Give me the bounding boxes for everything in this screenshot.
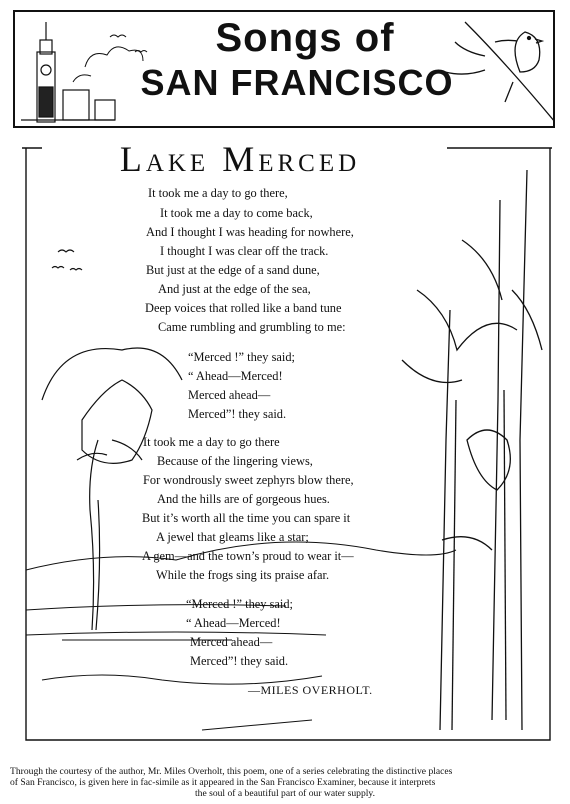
poem-line: It took me a day to go there (143, 435, 280, 449)
poem-line: For wondrously sweet zephyrs blow there, (143, 473, 354, 487)
caption-line: of San Francisco, is given here in fac-simile as it appeared in the San Francisco Examiner, because it interprets (10, 777, 436, 788)
poem-line: And just at the edge of the sea, (158, 282, 311, 296)
poem-line: Because of the lingering views, (157, 454, 313, 468)
poem-chorus-line: “Merced !” they said; (186, 597, 293, 611)
caption (10, 766, 560, 799)
header-title-san-francisco: SAN FRANCISCO (140, 62, 454, 103)
poem-chorus-line: Merced ahead— (190, 635, 273, 649)
poem-chorus-line: “Merced !” they said; (188, 350, 295, 364)
poem-line: But it’s worth all the time you can spare it (142, 511, 351, 525)
poem-chorus-line: Merced”! they said. (188, 407, 287, 421)
poem-line: Came rumbling and grumbling to me: (158, 320, 346, 334)
caption-line: Through the courtesy of the author, Mr. Miles Overholt, this poem, one of a series celebrating the distinctive places (10, 766, 453, 777)
poem-line: Deep voices that rolled like a band tune (145, 301, 342, 315)
poem-line: A gem—and the town’s proud to wear it— (142, 549, 354, 563)
poem-chorus-line: “ Ahead—Merced! (188, 369, 283, 383)
poem-chorus-line: “ Ahead—Merced! (186, 616, 281, 630)
poem-title: Lake Merced (119, 139, 361, 179)
poem-line: And I thought I was heading for nowhere, (146, 225, 354, 239)
poem-chorus-line: Merced”! they said. (190, 654, 289, 668)
poem-line: While the frogs sing its praise afar. (156, 568, 330, 582)
poem-line: A jewel that gleams like a star; (156, 530, 309, 544)
poem-line: And the hills are of gorgeous hues. (157, 492, 330, 506)
caption-line: the soul of a beautiful part of our water supply. (194, 788, 375, 799)
poem-chorus-line: Merced ahead— (188, 388, 271, 402)
header-title-songs-of: Songs of (215, 16, 395, 60)
poem-line: But just at the edge of a sand dune, (146, 263, 320, 277)
poem-line: It took me a day to go there, (148, 186, 288, 200)
poem-line: I thought I was clear off the track. (160, 244, 329, 258)
poem-line: It took me a day to come back, (160, 206, 313, 220)
poem-author: —MILES OVERHOLT. (248, 683, 373, 697)
